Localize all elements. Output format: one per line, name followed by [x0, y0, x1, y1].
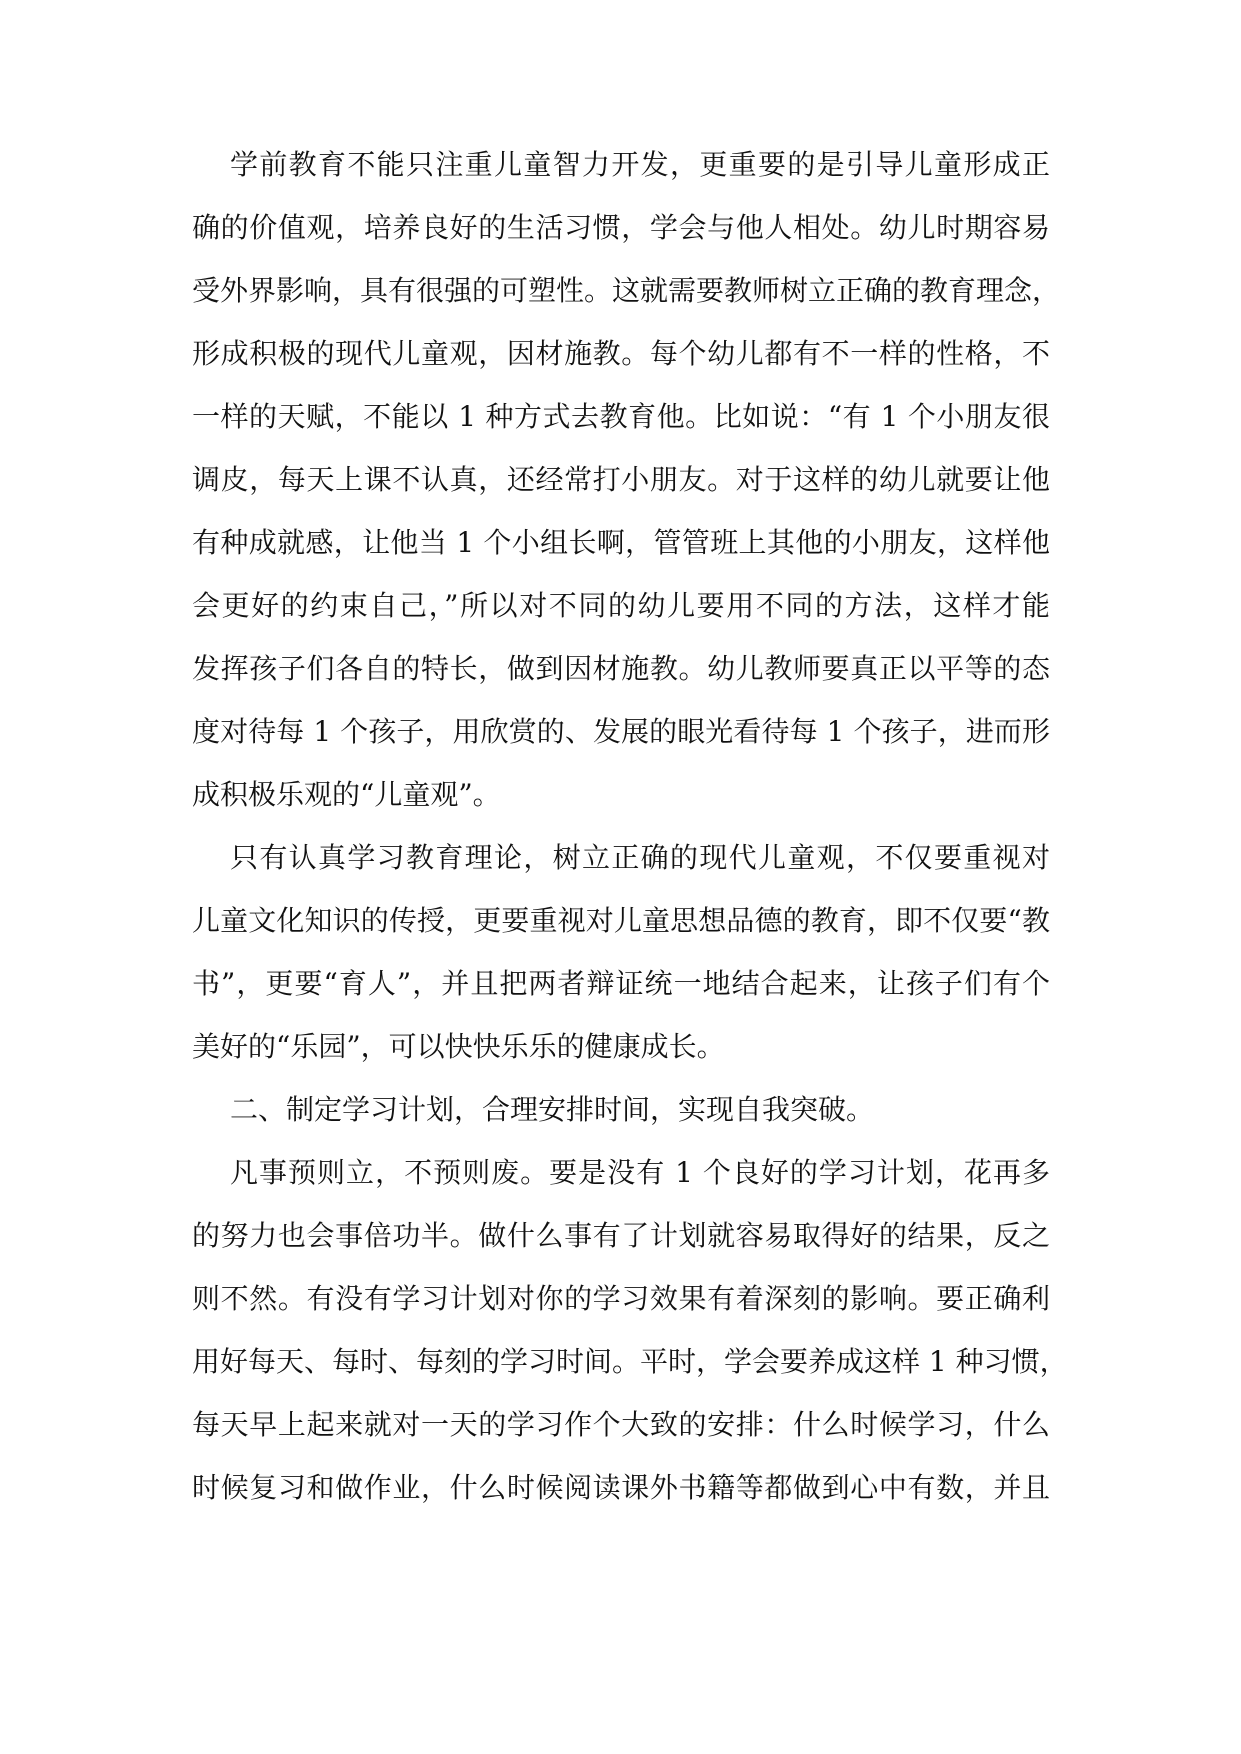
paragraph-1-line-3: 受外界影响，具有很强的可塑性。这就需要教师树立正确的教育理念，	[192, 274, 1061, 307]
paragraph-4-line-5: 每天早上起来就对一天的学习作个大致的安排：什么时候学习，什么	[192, 1408, 1050, 1441]
paragraph-1-line-11: 成积极乐观的“儿童观”。	[192, 778, 501, 811]
paragraph-1-line-10: 度对待每 1 个孩子，用欣赏的、发展的眼光看待每 1 个孩子，进而形	[192, 715, 1050, 748]
paragraph-4-line-4: 用好每天、每时、每刻的学习时间。平时，学会要养成这样 1 种习惯，	[192, 1345, 1068, 1378]
paragraph-2-line-3: 书”，更要“育人”，并且把两者辩证统一地结合起来，让孩子们有个	[192, 967, 1050, 1000]
section-heading-line: 二、制定学习计划，合理安排时间，实现自我突破。	[230, 1093, 875, 1126]
paragraph-2-line-4: 美好的“乐园”，可以快快乐乐的健康成长。	[192, 1030, 725, 1063]
paragraph-1-line-8: 会更好的约束自己，”所以对不同的幼儿要用不同的方法，这样才能	[192, 589, 1050, 622]
paragraph-1-line-7: 有种成就感，让他当 1 个小组长啊，管管班上其他的小朋友，这样他	[192, 526, 1050, 559]
paragraph-4-line-3: 则不然。有没有学习计划对你的学习效果有着深刻的影响。要正确利	[192, 1282, 1050, 1315]
paragraph-4-line-1: 凡事预则立，不预则废。要是没有 1 个良好的学习计划，花再多	[230, 1156, 1050, 1189]
paragraph-1-line-1: 学前教育不能只注重儿童智力开发，更重要的是引导儿童形成正	[230, 148, 1050, 181]
paragraph-2-line-1: 只有认真学习教育理论，树立正确的现代儿童观，不仅要重视对	[230, 841, 1050, 874]
paragraph-1-line-9: 发挥孩子们各自的特长，做到因材施教。幼儿教师要真正以平等的态	[192, 652, 1050, 685]
paragraph-2-line-2: 儿童文化知识的传授，更要重视对儿童思想品德的教育，即不仅要“教	[192, 904, 1050, 937]
paragraph-4-line-6: 时候复习和做作业，什么时候阅读课外书籍等都做到心中有数，并且	[192, 1471, 1050, 1504]
paragraph-1-line-5: 一样的天赋，不能以 1 种方式去教育他。比如说：“有 1 个小朋友很	[192, 400, 1050, 433]
paragraph-4-line-2: 的努力也会事倍功半。做什么事有了计划就容易取得好的结果，反之	[192, 1219, 1050, 1252]
paragraph-1-line-6: 调皮，每天上课不认真，还经常打小朋友。对于这样的幼儿就要让他	[192, 463, 1050, 496]
paragraph-1-line-2: 确的价值观，培养良好的生活习惯，学会与他人相处。幼儿时期容易	[192, 211, 1050, 244]
paragraph-1-line-4: 形成积极的现代儿童观，因材施教。每个幼儿都有不一样的性格，不	[192, 337, 1050, 370]
